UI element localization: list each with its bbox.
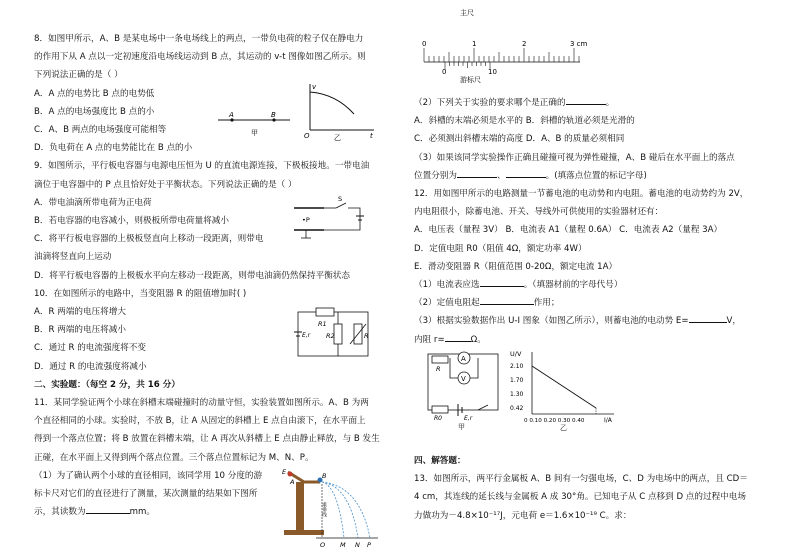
q11-sub3-text: 位置分别为 (414, 170, 457, 181)
q10-circuit-figure (292, 306, 374, 362)
label-r: R (436, 365, 441, 373)
q9-option-c-line2: 油滴将竖直向上运动 (34, 252, 112, 263)
q9-option-b: B．若电容器的电容减小，则极板所带电荷量将减小 (34, 216, 229, 227)
label-voltmeter: V (461, 375, 466, 383)
q8-option-d: D．负电荷在 A 点的电势能比在 B 点的小 (34, 143, 193, 154)
q13-line3: 力做功为－4.8×10⁻¹⁷J，元电荷 e＝1.6×10⁻¹⁹ C。求： (414, 510, 632, 521)
q10-option-a: A．R 两端的电压将增大 (34, 307, 126, 318)
q11-sub2-options-ab: A．斜槽的末端必须是水平的 B．斜槽的轨道必须是光滑的 (414, 116, 635, 127)
q11-stem-line1: 11．某同学验证两个小球在斜槽末端碰撞时的动量守恒，实验装置如图所示。A、B 为两 (34, 398, 369, 409)
q9-capacitor-figure (288, 194, 368, 244)
answer-blank-emf[interactable] (689, 312, 727, 323)
answer-blank-ammeter[interactable] (480, 276, 524, 287)
answer-blank-reading[interactable] (86, 503, 130, 514)
plumb-line-label: 重垂线 (321, 502, 327, 517)
label-r0: R0 (434, 415, 442, 422)
tick-label-0: 0 (422, 40, 427, 48)
q12-sub3-end: V， (726, 316, 742, 327)
q12-sub3-internal (414, 331, 774, 349)
q9-stem-line2: 滴位于电容器中的 P 点且恰好处于平衡状态。下列说法正确的是（ ） (34, 179, 297, 190)
q9-option-c-line1: C．将平行板电容器的上极板竖直向上移动一段距离，则带电 (34, 234, 264, 245)
label-a: A (290, 478, 295, 486)
q8-option-b: B．A 点的电场强度比 B 点的小 (34, 106, 155, 117)
q10-stem: 10．在如图所示的电路中，当变阻器 R 的阻值增加时( ) (34, 288, 247, 299)
answer-blank-landing-b[interactable] (506, 167, 546, 178)
q12-sub1-end: 。（填器材前的字母代号） (523, 280, 623, 291)
x-tick-labels: 0 0.10 0.20 0.30 0.40 (524, 418, 585, 424)
resistor-r0 (432, 406, 448, 413)
label-p: •P (302, 216, 310, 224)
q12-sub1 (414, 276, 774, 294)
q11-sub3-line1: （3）如果该同学实验操作正确且碰撞可视为弹性碰撞，A、B 碰后在水平面上的落点 (414, 152, 735, 163)
q11-unit: mm。 (129, 507, 155, 518)
q9-stem-line1: 9．如图所示，平行板电容器与电源电压恒为 U 的直流电源连接，下极板接地。一带电油 (34, 161, 370, 172)
q12-sub2-text: （2）定值电阻起 (414, 298, 480, 309)
label-o: O (304, 132, 310, 140)
label-ammeter: A (461, 355, 466, 363)
q12-equipment-d: D．定值电阻 R0（阻值 4Ω，额定功率 4W） (414, 243, 587, 254)
q12-internal-end: Ω。 (470, 334, 486, 345)
label-x-axis: I/A (604, 417, 612, 424)
q12-sub2 (414, 294, 774, 312)
q11-apparatus-figure (276, 468, 380, 548)
tick-2-10: 2.10 (510, 363, 524, 370)
q12-circuit-figure (420, 348, 510, 422)
ball-a (288, 472, 293, 477)
q11-stem-line2: 个直径相同的小球。实验时，不放 B，让 A 从固定的斜槽上 E 点自由滚下，在水平面上 (34, 416, 366, 427)
tick-0-42: 0.42 (510, 405, 524, 412)
right-column-bottom (414, 452, 774, 525)
q11-sub1-line1: （1）为了确认两个小球的直径相同，该同学用 10 分度的游 (34, 470, 263, 481)
q8-stem-line2: 的作用下从 A 点以一定初速度沿电场线运动到 B 点，其运动的 v-t 图像如图乙所示。则 (34, 52, 366, 63)
tick-label-1: 1 (472, 40, 477, 48)
wire-loop (324, 208, 360, 230)
tick-label-2: 2 (522, 40, 527, 48)
trajectory-3 (322, 482, 370, 538)
answer-blank-landing-a[interactable] (457, 167, 497, 178)
label-v: v (312, 83, 317, 91)
switch-blade (478, 405, 488, 410)
q8-stem-line1: 8．如图甲所示，A、B 是某电场中一条电场线上的两点，一带负电荷的粒子仅在静电力 (34, 34, 364, 44)
q11-stem-line4: 正碰，在水平面上又得到两个落点位置。三个落点位置标记为 M、N、P。 (34, 452, 314, 463)
q12-ui-graph-figure (510, 348, 622, 428)
q12-sub1-text: （1）电流表应选 (414, 280, 480, 291)
q13-line1: 13．如图所示，两平行金属板 A、B 间有一匀强电场，C、D 为电场中的两点，且 CD＝ (414, 474, 748, 485)
vernier-label-0: 0 (442, 68, 447, 76)
rheostat-r (432, 356, 448, 363)
q11-stem-line3: 得到一个落点位置；将 B 放置在斜槽末端，让 A 再次从斜槽上 E 点由静止释放，与 B 发生 (34, 434, 380, 445)
voltmeter-wire-l (450, 358, 458, 378)
q12-equipment-e: E．滑动变阻器 R（阻值范围 0-20Ω，额定电流 1A） (414, 261, 618, 272)
q8-option-a: A．A 点的电势比 B 点的电势低 (34, 88, 155, 99)
q11-sub2-options-cd: C．必须测出斜槽末端的高度 D．A、B 的质量必须相同 (414, 134, 625, 145)
q9-option-a: A．带电油滴所带电荷为正电荷 (34, 197, 152, 208)
label-b: B (271, 111, 276, 119)
q12-internal-text: 内阻 r= (414, 334, 445, 345)
q12-equipment-abc: A．电压表（量程 3V） B．电流表 A1（量程 0.6A） C．电流表 A2（量程 3A） (414, 225, 723, 236)
label-t: t (370, 132, 373, 140)
label-yi: 乙 (334, 134, 341, 142)
q11-sub2-text: （2）下列关于实验的要求哪个是正确的 (414, 98, 566, 108)
q8-vt-graph-figure (298, 80, 378, 142)
q11-sub3-end: 。(填落点位置的标记字母) (545, 170, 647, 181)
q12-stem-line1: 12．用如图甲所示的电路测量一节蓄电池的电动势和内电阻。蓄电池的电动势约为 2V， (414, 189, 749, 200)
q8-field-line-figure (214, 108, 294, 138)
label-e: E (282, 468, 287, 476)
label-o: O (320, 541, 326, 548)
label-r: R (364, 332, 369, 340)
tick-label-3: 3 cm (570, 40, 588, 48)
vernier-label-10: 10 (488, 68, 497, 76)
q11-sub1-line2: 标卡尺对它们的直径进行了测量，某次测量的结果如下图所 (34, 489, 258, 500)
q8-stem-line3: 下列说法正确的是（ ） (34, 70, 123, 81)
label-m: M (340, 541, 346, 548)
q13-line2: 4 cm，其连线的延长线与金属板 A 成 30°角。已知电子从 C 点移到 D 点的过程中电场 (414, 492, 746, 503)
stand-base (284, 530, 324, 535)
label-n: N (355, 541, 360, 548)
resistor-r2 (334, 324, 342, 344)
q11-sub1-text: 示，其读数为 (34, 507, 86, 518)
label-r1: R1 (318, 320, 327, 328)
q10-option-b: B．R 两端的电压将减小 (34, 325, 126, 336)
label-r2: R2 (326, 332, 335, 340)
label-s: S (338, 195, 343, 203)
vernier-scale-ticks (445, 62, 490, 70)
ui-line (532, 366, 596, 408)
resistor-r1 (316, 308, 334, 316)
answer-blank-requirement[interactable] (566, 94, 606, 105)
trajectory-2 (322, 482, 358, 538)
tick-1-70: 1.70 (510, 377, 524, 384)
section-solution-heading: 四、解答题： (414, 456, 466, 466)
q11-sub2-line (414, 94, 774, 112)
q11-sub3-sep: 、 (496, 170, 506, 181)
q12-sub2-end: 作用； (533, 298, 560, 309)
label-jia: 甲 (251, 129, 258, 137)
label-er: E,r (464, 415, 473, 422)
q11-sub2-end: 。 (605, 98, 615, 108)
q10-option-c: C．通过 R 的电流强度将不变 (34, 343, 146, 354)
label-er: E,r (302, 332, 311, 339)
label-yi: 乙 (560, 424, 567, 432)
main-scale-ticks (424, 48, 579, 62)
label-jia: 甲 (458, 423, 465, 431)
q9-option-d: D．将平行板电容器的上极板水平向左移动一段距离，则带电油滴仍然保持平衡状态 (34, 270, 350, 281)
answer-blank-resistor-role[interactable] (480, 294, 534, 305)
switch-blade (336, 203, 346, 208)
section-experiment-heading: 二、实验题：（每空 2 分，共 16 分） (34, 379, 180, 390)
right-column (414, 94, 774, 349)
q12-sub3 (414, 312, 774, 330)
vernier-scale-label: 游标尺 (460, 76, 481, 84)
q12-stem-line2: 内电阻很小，除蓄电池、开关、导线外可供使用的实验器材还有： (414, 207, 664, 218)
q8-option-c: C．A、B 两点的电场强度可能相等 (34, 125, 167, 136)
tick-1-30: 1.30 (510, 391, 524, 398)
label-b: B (322, 472, 327, 480)
q10-option-d: D．通过 R 的电流强度将减小 (34, 361, 147, 372)
voltmeter-wire-r (470, 358, 478, 378)
vt-curve (310, 92, 354, 114)
label-y-axis: U/V (510, 350, 522, 358)
label-p: P (367, 541, 371, 548)
vernier-caliper-figure (420, 4, 600, 84)
main-scale-label: 主尺 (460, 9, 474, 17)
answer-blank-resistance[interactable] (445, 331, 471, 342)
stand-post (296, 482, 304, 534)
q12-sub3-text: （3）根据实验数据作出 U-I 图象（如图乙所示），则蓄电池的电动势 E= (414, 316, 689, 327)
q11-sub3-line2 (414, 167, 774, 185)
label-a: A (229, 111, 234, 119)
